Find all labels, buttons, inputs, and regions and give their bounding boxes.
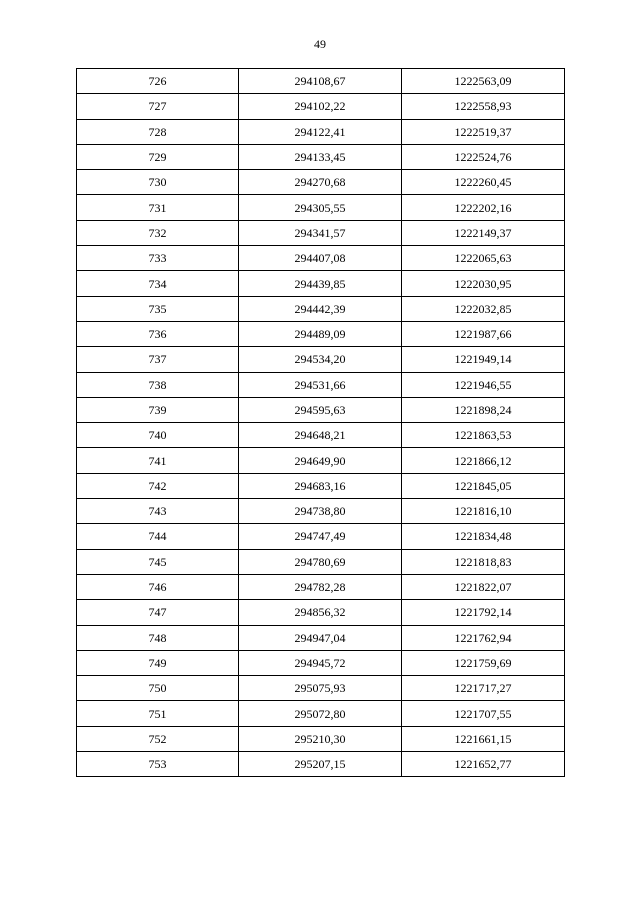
x-coordinate-cell: 294442,39 [239, 296, 402, 321]
table-row [77, 246, 565, 271]
table-row [77, 752, 565, 777]
table-row [77, 448, 565, 473]
x-coordinate-cell: 294108,67 [239, 69, 402, 94]
point-number-cell: 739 [77, 397, 239, 422]
y-coordinate-cell: 1221759,69 [402, 650, 565, 675]
y-coordinate-cell: 1222260,45 [402, 170, 565, 195]
table-row [77, 94, 565, 119]
table-row [77, 676, 565, 701]
y-coordinate-cell: 1221946,55 [402, 372, 565, 397]
point-number-cell: 745 [77, 549, 239, 574]
table-row [77, 69, 565, 94]
y-coordinate-cell: 1222519,37 [402, 119, 565, 144]
table-row [77, 423, 565, 448]
x-coordinate-cell: 295072,80 [239, 701, 402, 726]
y-coordinate-cell: 1221792,14 [402, 600, 565, 625]
point-number-cell: 738 [77, 372, 239, 397]
table-row [77, 473, 565, 498]
x-coordinate-cell: 294747,49 [239, 524, 402, 549]
point-number-cell: 743 [77, 499, 239, 524]
coordinates-table-body [77, 69, 565, 777]
table-row [77, 625, 565, 650]
table-row [77, 574, 565, 599]
point-number-cell: 729 [77, 144, 239, 169]
point-number-cell: 747 [77, 600, 239, 625]
point-number-cell: 735 [77, 296, 239, 321]
x-coordinate-cell: 294133,45 [239, 144, 402, 169]
x-coordinate-cell: 294947,04 [239, 625, 402, 650]
x-coordinate-cell: 294102,22 [239, 94, 402, 119]
y-coordinate-cell: 1221707,55 [402, 701, 565, 726]
y-coordinate-cell: 1221816,10 [402, 499, 565, 524]
table-row [77, 144, 565, 169]
y-coordinate-cell: 1221762,94 [402, 625, 565, 650]
point-number-cell: 726 [77, 69, 239, 94]
x-coordinate-cell: 294534,20 [239, 347, 402, 372]
point-number-cell: 741 [77, 448, 239, 473]
y-coordinate-cell: 1222149,37 [402, 220, 565, 245]
point-number-cell: 749 [77, 650, 239, 675]
x-coordinate-cell: 294782,28 [239, 574, 402, 599]
point-number-cell: 734 [77, 271, 239, 296]
table-row [77, 372, 565, 397]
x-coordinate-cell: 295075,93 [239, 676, 402, 701]
x-coordinate-cell: 294341,57 [239, 220, 402, 245]
point-number-cell: 730 [77, 170, 239, 195]
x-coordinate-cell: 295207,15 [239, 752, 402, 777]
table-row [77, 220, 565, 245]
table-row [77, 549, 565, 574]
y-coordinate-cell: 1222030,95 [402, 271, 565, 296]
y-coordinate-cell: 1221822,07 [402, 574, 565, 599]
table-row [77, 397, 565, 422]
x-coordinate-cell: 294738,80 [239, 499, 402, 524]
page-number: 49 [314, 37, 326, 51]
y-coordinate-cell: 1222032,85 [402, 296, 565, 321]
x-coordinate-cell: 294531,66 [239, 372, 402, 397]
point-number-cell: 748 [77, 625, 239, 650]
y-coordinate-cell: 1222202,16 [402, 195, 565, 220]
table-row [77, 726, 565, 751]
x-coordinate-cell: 294648,21 [239, 423, 402, 448]
point-number-cell: 737 [77, 347, 239, 372]
y-coordinate-cell: 1221866,12 [402, 448, 565, 473]
x-coordinate-cell: 295210,30 [239, 726, 402, 751]
table-row [77, 296, 565, 321]
x-coordinate-cell: 294489,09 [239, 321, 402, 346]
x-coordinate-cell: 294122,41 [239, 119, 402, 144]
y-coordinate-cell: 1222065,63 [402, 246, 565, 271]
point-number-cell: 736 [77, 321, 239, 346]
y-coordinate-cell: 1221987,66 [402, 321, 565, 346]
x-coordinate-cell: 294305,55 [239, 195, 402, 220]
y-coordinate-cell: 1221661,15 [402, 726, 565, 751]
x-coordinate-cell: 294683,16 [239, 473, 402, 498]
y-coordinate-cell: 1221949,14 [402, 347, 565, 372]
y-coordinate-cell: 1221818,83 [402, 549, 565, 574]
point-number-cell: 752 [77, 726, 239, 751]
x-coordinate-cell: 294595,63 [239, 397, 402, 422]
table-row [77, 321, 565, 346]
point-number-cell: 728 [77, 119, 239, 144]
y-coordinate-cell: 1222524,76 [402, 144, 565, 169]
point-number-cell: 742 [77, 473, 239, 498]
y-coordinate-cell: 1221845,05 [402, 473, 565, 498]
y-coordinate-cell: 1221898,24 [402, 397, 565, 422]
table-row [77, 119, 565, 144]
x-coordinate-cell: 294945,72 [239, 650, 402, 675]
table-row [77, 499, 565, 524]
y-coordinate-cell: 1222563,09 [402, 69, 565, 94]
x-coordinate-cell: 294407,08 [239, 246, 402, 271]
table-row [77, 701, 565, 726]
y-coordinate-cell: 1221834,48 [402, 524, 565, 549]
y-coordinate-cell: 1221863,53 [402, 423, 565, 448]
x-coordinate-cell: 294780,69 [239, 549, 402, 574]
point-number-cell: 746 [77, 574, 239, 599]
point-number-cell: 732 [77, 220, 239, 245]
y-coordinate-cell: 1221717,27 [402, 676, 565, 701]
point-number-cell: 753 [77, 752, 239, 777]
point-number-cell: 727 [77, 94, 239, 119]
x-coordinate-cell: 294649,90 [239, 448, 402, 473]
table-row [77, 271, 565, 296]
y-coordinate-cell: 1221652,77 [402, 752, 565, 777]
point-number-cell: 744 [77, 524, 239, 549]
table-row [77, 195, 565, 220]
table-row [77, 170, 565, 195]
x-coordinate-cell: 294270,68 [239, 170, 402, 195]
table-row [77, 600, 565, 625]
point-number-cell: 750 [77, 676, 239, 701]
table-row [77, 524, 565, 549]
x-coordinate-cell: 294439,85 [239, 271, 402, 296]
point-number-cell: 740 [77, 423, 239, 448]
point-number-cell: 731 [77, 195, 239, 220]
x-coordinate-cell: 294856,32 [239, 600, 402, 625]
y-coordinate-cell: 1222558,93 [402, 94, 565, 119]
point-number-cell: 751 [77, 701, 239, 726]
table-row [77, 650, 565, 675]
table-row [77, 347, 565, 372]
coordinates-table [76, 68, 565, 777]
point-number-cell: 733 [77, 246, 239, 271]
